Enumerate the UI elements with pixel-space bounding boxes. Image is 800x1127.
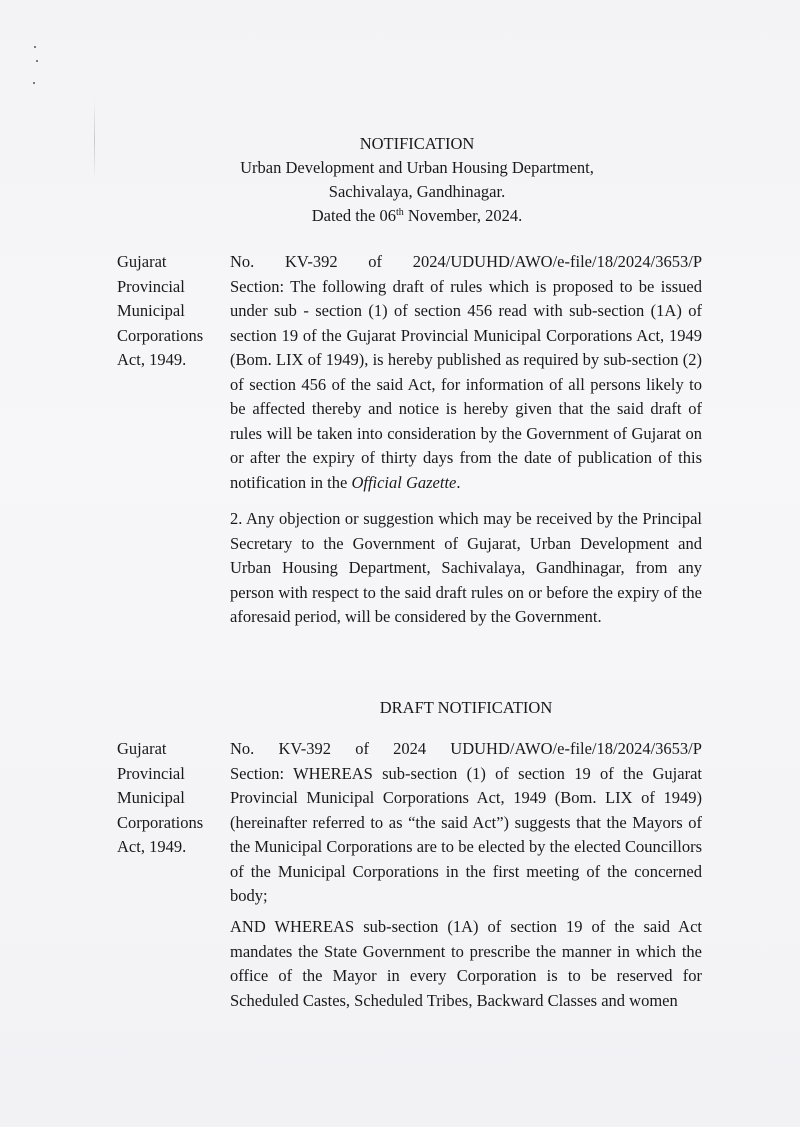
margin-act-label: Gujarat Provincial Municipal Corporations Act, 1949. xyxy=(117,739,204,856)
department-name: Urban Development and Urban Housing Department, xyxy=(240,158,594,177)
department-place: Sachivalaya, Gandhinagar. xyxy=(328,182,506,201)
scan-speck xyxy=(36,60,38,62)
notification-header xyxy=(0,132,800,228)
draft-paragraph-2: AND WHEREAS sub-section (1A) of section 19 of the said Act mandates the State Government to prescribe the manner in which the office of the Mayor in every Corporation is to be reserved for Scheduled Castes, Scheduled Tribes, Backward Classes and women xyxy=(230,917,702,1010)
draft-reference: No. KV-392 of 2024 UDUHD/AWO/e-file/18/2024/3653/P xyxy=(230,739,702,758)
notification-paragraph-1: No. KV-392 of 2024/UDUHD/AWO/e-file/18/2024/3653/P Section: The following draft of rules which is proposed to be issued under sub - section (1) of section 456 read with sub-section (1A) of section 19 of the Gujarat Provincial Municipal Corporations Act, 1949 (Bom. LIX of 1949), is hereby published as required by sub-section (2) of section 456 of the said Act, for information of all persons likely to be affected thereby and notice is hereby given that the said draft of rules will be taken into consideration by the Government of Gujarat on or after the expiry of thirty days from the date of publication of this notification in the Official Gazette. xyxy=(230,252,702,492)
scan-speck xyxy=(34,46,36,48)
margin-act-label: Gujarat Provincial Municipal Corporations Act, 1949. xyxy=(117,252,204,369)
notification-title: NOTIFICATION xyxy=(359,134,475,153)
scan-speck xyxy=(33,82,35,84)
notification-date: Dated the 06th November, 2024. xyxy=(311,206,523,225)
notification-paragraph-2: 2. Any objection or suggestion which may be received by the Principal Secretary to the Government of Gujarat, Urban Development and Urban Housing Department, Sachivalaya, Gandhinagar, from any person with respect to the said draft rules on or before the expiry of the aforesaid period, will be considered by the Government. xyxy=(230,509,702,626)
draft-paragraph-1: No. KV-392 of 2024 UDUHD/AWO/e-file/18/2024/3653/P Section: WHEREAS sub-section (1) of section 19 of the Gujarat Provincial Municipal Corporations Act, 1949 (Bom. LIX of 1949) (hereinafter referred to as “the said Act”) suggests that the Mayors of the Municipal Corporations are to be elected by the elected Councillors of the Municipal Corporations in the first meeting of the concerned body; xyxy=(230,739,702,905)
notification-reference: No. KV-392 of 2024/UDUHD/AWO/e-file/18/2024/3653/P xyxy=(230,252,702,271)
official-gazette-italic: Official Gazette xyxy=(351,472,457,492)
draft-notification-title: DRAFT NOTIFICATION xyxy=(379,698,553,717)
